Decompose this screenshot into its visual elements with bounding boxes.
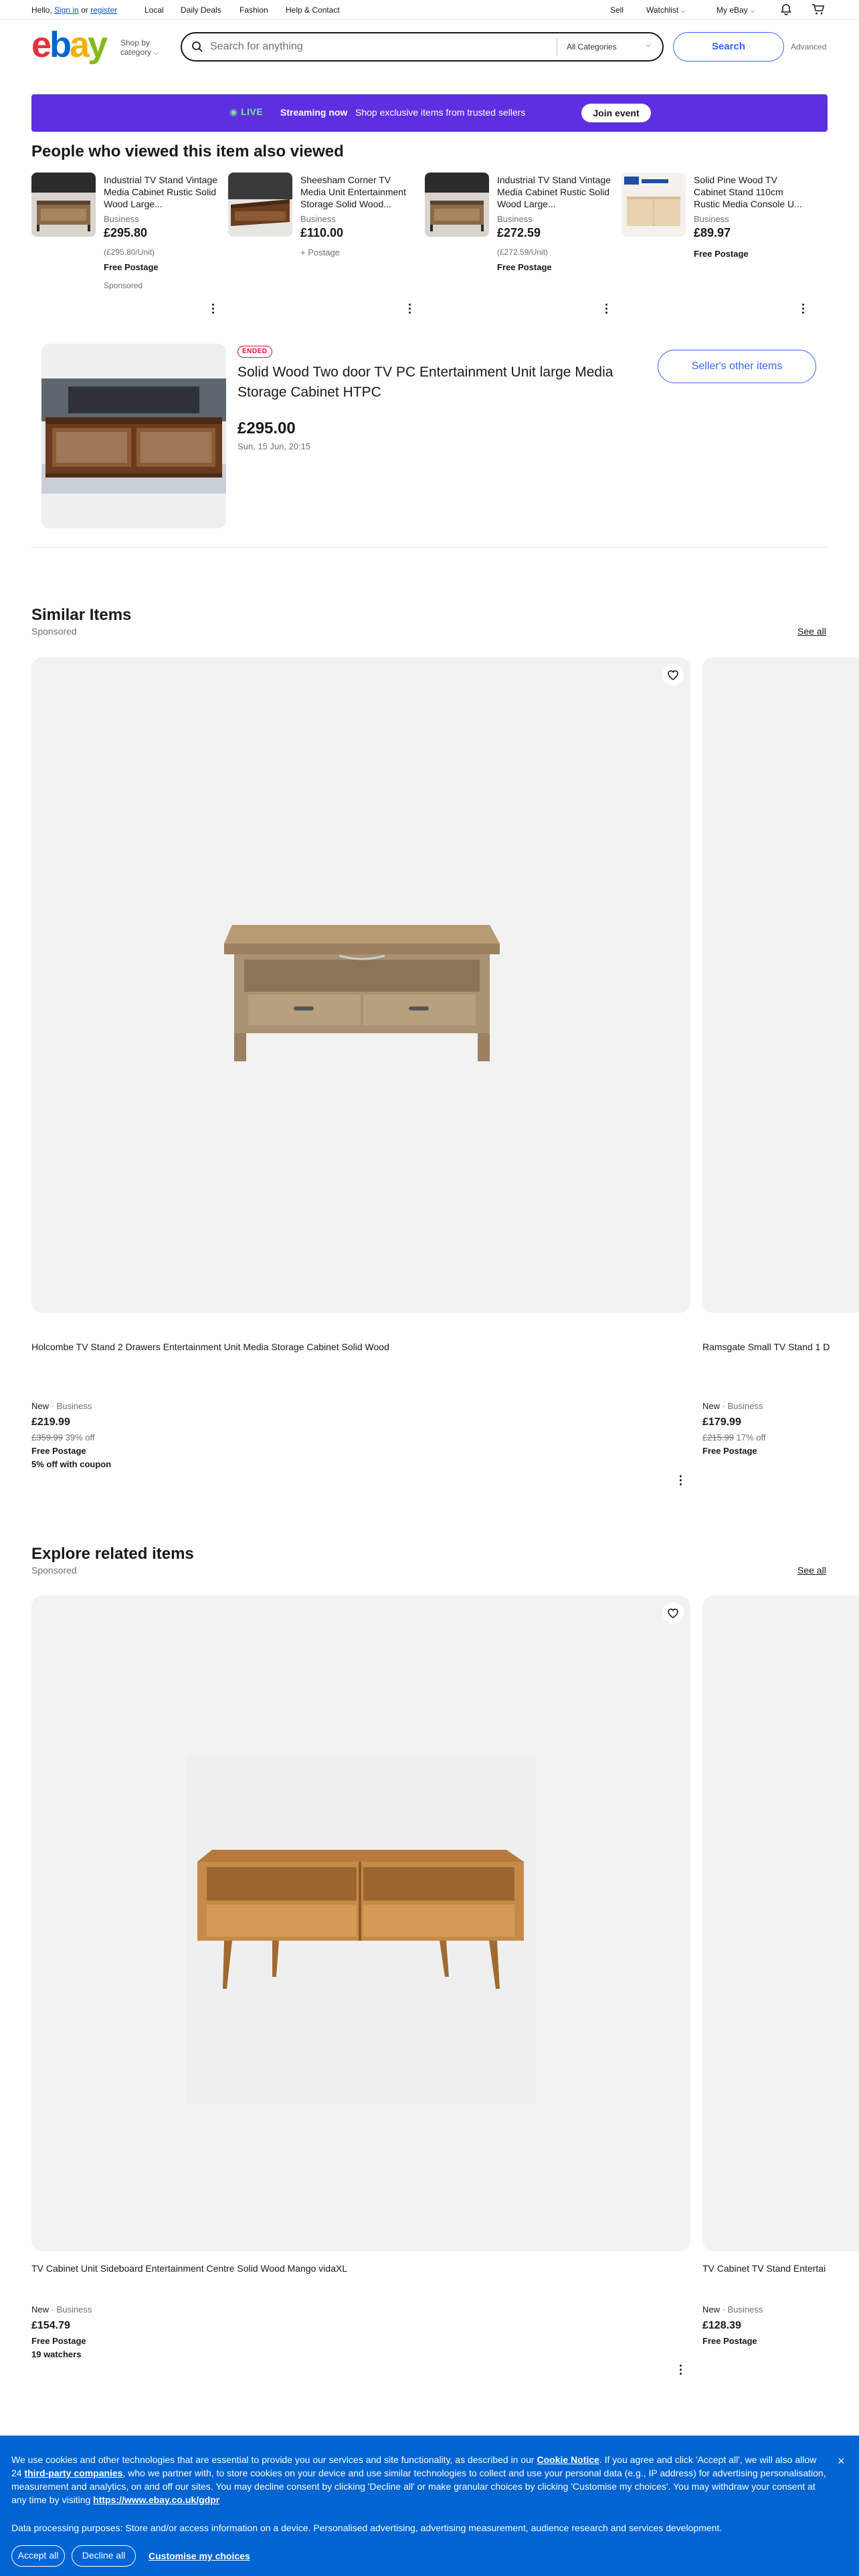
top-utility-bar (0, 0, 859, 20)
third-party-link[interactable]: third-party companies (24, 2468, 123, 2478)
product-image[interactable] (31, 1596, 690, 2251)
product-image[interactable] (228, 173, 292, 237)
product-title[interactable]: TV Cabinet TV Stand Entertai (702, 2263, 826, 2274)
more-icon[interactable] (798, 304, 807, 314)
similar-see-all-link[interactable]: See all (797, 626, 826, 637)
product-image[interactable] (622, 173, 686, 237)
product-image[interactable] (425, 173, 489, 237)
unit-price: (£295.80/Unit) (104, 247, 155, 257)
heart-icon[interactable] (662, 1602, 684, 1624)
ended-badge: ENDED (237, 346, 272, 358)
discount: 39% off (65, 1432, 95, 1442)
search-input[interactable] (210, 39, 558, 54)
more-icon[interactable] (601, 304, 611, 314)
category-select-value: All Categories (567, 42, 617, 51)
ended-item-title[interactable]: Solid Wood Two door TV PC Entertainment Unit large Media Storage Cabinet HTPC (237, 364, 613, 400)
sponsored-label: Sponsored (104, 281, 143, 290)
data-processing-purposes: Data processing purposes: Store and/or access information on a device. Personalised advertising, advertising measurement, audience research and services development. (11, 2523, 723, 2533)
category-select[interactable] (557, 37, 658, 56)
live-dot-icon: ◉ (229, 106, 238, 117)
seller-type: Business (694, 214, 729, 224)
category-label: category (120, 47, 152, 57)
nav-help-contact[interactable]: Help & Contact (286, 5, 340, 15)
logo-letter: b (50, 25, 70, 65)
product-image[interactable] (702, 657, 859, 1313)
search-icon (191, 41, 203, 53)
product-condition: New · Business (702, 1401, 763, 1411)
search-button[interactable]: Search (673, 32, 784, 62)
was-price (702, 1432, 765, 1442)
product-price: £110.00 (300, 226, 344, 239)
discount: 17% off (736, 1432, 766, 1442)
product-price: £128.39 (702, 2320, 741, 2331)
product-price: £179.99 (702, 1416, 741, 1428)
shipping-info: Free Postage (694, 249, 749, 259)
more-icon[interactable] (676, 2365, 685, 2375)
search-bar (181, 32, 664, 62)
logo-letter: a (70, 25, 88, 65)
explore-sponsored-label: Sponsored (31, 1565, 77, 1576)
shipping-info: + Postage (300, 247, 340, 257)
product-image[interactable] (702, 1596, 859, 2251)
unit-price: (£272.59/Unit) (497, 247, 549, 257)
similar-sponsored-label: Sponsored (31, 626, 77, 637)
nav-daily-deals[interactable]: Daily Deals (181, 5, 221, 15)
bell-icon[interactable] (780, 3, 792, 15)
more-icon[interactable] (208, 304, 217, 314)
coupon-info: 5% off with coupon (31, 1459, 112, 1469)
product-title[interactable]: Holcombe TV Stand 2 Drawers Entertainment Unit Media Storage Cabinet Solid Wood (31, 1341, 389, 1352)
advanced-search-link[interactable]: Advanced (791, 42, 827, 51)
similar-section-title: Similar Items (31, 606, 132, 624)
sell-link[interactable]: Sell (610, 5, 624, 15)
product-price: £272.59 (497, 226, 541, 239)
product-price: £89.97 (694, 226, 731, 239)
ended-item-date: Sun, 15 Jun, 20:15 (237, 441, 311, 451)
cart-icon[interactable] (812, 3, 825, 15)
nav-local[interactable]: Local (145, 5, 164, 15)
heart-icon[interactable] (662, 664, 684, 685)
explore-see-all-link[interactable]: See all (797, 1565, 826, 1576)
shipping-info: Free Postage (702, 1446, 757, 1456)
watchers-count: 19 watchers (31, 2349, 82, 2359)
product-condition: New · Business (31, 1401, 92, 1411)
cookie-text: We use cookies and other technologies that are essential to provide you our services and site functionality, as described in our (11, 2454, 537, 2465)
accept-all-button[interactable]: Accept all (11, 2545, 65, 2567)
product-title[interactable]: Solid Pine Wood TV Cabinet Stand 110cm Rustic Media Console U... (694, 175, 802, 209)
seller-type: Business (727, 1401, 763, 1411)
ended-item-image[interactable] (41, 344, 226, 528)
live-description: Shop exclusive items from trusted sellers (355, 107, 526, 118)
my-ebay-menu[interactable] (717, 5, 755, 15)
ebay-logo[interactable] (31, 27, 106, 63)
section-divider (31, 547, 828, 548)
my-ebay-label: My eBay (717, 5, 748, 15)
product-price: £295.80 (104, 226, 148, 239)
viewed-item-card[interactable] (622, 173, 809, 316)
logo-letter: e (31, 25, 50, 65)
seller-type: Business (300, 214, 336, 224)
viewed-section-title: People who viewed this item also viewed (31, 142, 344, 160)
watchlist-label: Watchlist (646, 5, 679, 15)
was-price (31, 1432, 94, 1442)
product-image[interactable] (31, 173, 96, 237)
shipping-info: Free Postage (104, 262, 159, 272)
live-event-banner[interactable] (31, 94, 828, 132)
original-price: £359.99 (31, 1432, 63, 1442)
more-icon[interactable] (405, 304, 414, 314)
condition-text: New (702, 2304, 721, 2315)
product-title[interactable]: TV Cabinet Unit Sideboard Entertainment Centre Solid Wood Mango vidaXL (31, 2263, 348, 2274)
shop-by-category-line (120, 47, 159, 58)
shipping-info: Free Postage (497, 262, 552, 272)
condition-text: New (702, 1401, 721, 1411)
product-price: £154.79 (31, 2320, 70, 2331)
condition-text: New (31, 1401, 50, 1411)
live-label: LIVE (241, 106, 264, 117)
seller-type: Business (104, 214, 139, 224)
product-image[interactable] (31, 657, 690, 1313)
explore-section-title: Explore related items (31, 1545, 194, 1563)
cookie-consent-banner (0, 2436, 859, 2576)
product-title[interactable]: Ramsgate Small TV Stand 1 D (702, 1341, 830, 1352)
shipping-info: Free Postage (702, 2336, 757, 2346)
nav-fashion[interactable]: Fashion (240, 5, 268, 15)
seller-type: Business (727, 2304, 763, 2315)
shop-by-label: Shop by (120, 38, 151, 47)
sign-in-link[interactable]: Sign in (54, 5, 79, 15)
or-text: or (81, 5, 88, 15)
product-title[interactable]: Sheesham Corner TV Media Unit Entertainment Storage Solid Wood... (300, 175, 406, 209)
logo-letter: y (88, 25, 106, 65)
product-title[interactable]: Industrial TV Stand Vintage Media Cabinet Rustic Solid Wood Large... (104, 175, 217, 209)
decline-all-button[interactable]: Decline all (72, 2545, 136, 2567)
chevron-down-icon: ⌵ (646, 41, 651, 49)
chevron-down-icon: ⌵ (750, 7, 755, 14)
live-badge (229, 106, 263, 118)
chevron-down-icon: ⌵ (680, 7, 686, 14)
seller-other-items-button[interactable]: Seller's other items (658, 350, 816, 383)
condition-text: New (31, 2304, 50, 2315)
greeting (31, 5, 117, 15)
join-event-button[interactable]: Join event (581, 104, 651, 122)
cookie-notice-link[interactable]: Cookie Notice (537, 2454, 599, 2465)
seller-type: Business (497, 214, 533, 224)
product-condition: New · Business (702, 2304, 763, 2315)
viewed-item-card[interactable] (228, 173, 415, 316)
streaming-now-label: Streaming now (280, 107, 348, 118)
gdpr-link[interactable]: https://www.ebay.co.uk/gdpr (93, 2494, 220, 2505)
shop-by-category-button[interactable] (120, 38, 159, 58)
cookie-text: . If you agree and click 'Accept all', we will also allow 24 (11, 2454, 817, 2478)
ended-item-price: £295.00 (237, 419, 296, 437)
greeting-text: Hello, (31, 5, 52, 15)
cookie-message (11, 2453, 828, 2506)
customise-choices-link[interactable]: Customise my choices (149, 2551, 250, 2561)
shipping-info: Free Postage (31, 2336, 86, 2346)
viewed-item-card[interactable] (31, 173, 219, 316)
original-price: £215.99 (702, 1432, 734, 1442)
cookie-text: , who we partner with, to store cookies on your device and use similar technologies to collect and use your personal data (e.g., IP address) for advertising personalisation, measurement and analytics, on and off our sites. You may decline consent by clicking 'Decline all' or make granular choices by clicking 'Customise my choices'. You may withdraw your consent at any time by visiting (11, 2468, 826, 2505)
watchlist-menu[interactable] (646, 5, 685, 15)
more-icon[interactable] (676, 1475, 685, 1486)
shipping-info: Free Postage (31, 1446, 86, 1456)
product-price: £219.99 (31, 1416, 70, 1428)
viewed-item-card[interactable] (425, 173, 612, 316)
product-title[interactable]: Industrial TV Stand Vintage Media Cabinet Rustic Solid Wood Large... (497, 175, 611, 209)
product-condition: New · Business (31, 2304, 92, 2315)
chevron-down-icon: ⌵ (153, 49, 159, 57)
close-icon[interactable]: × (838, 2454, 845, 2468)
seller-type: Business (56, 2304, 92, 2315)
seller-type: Business (56, 1401, 92, 1411)
register-link[interactable]: register (90, 5, 118, 15)
